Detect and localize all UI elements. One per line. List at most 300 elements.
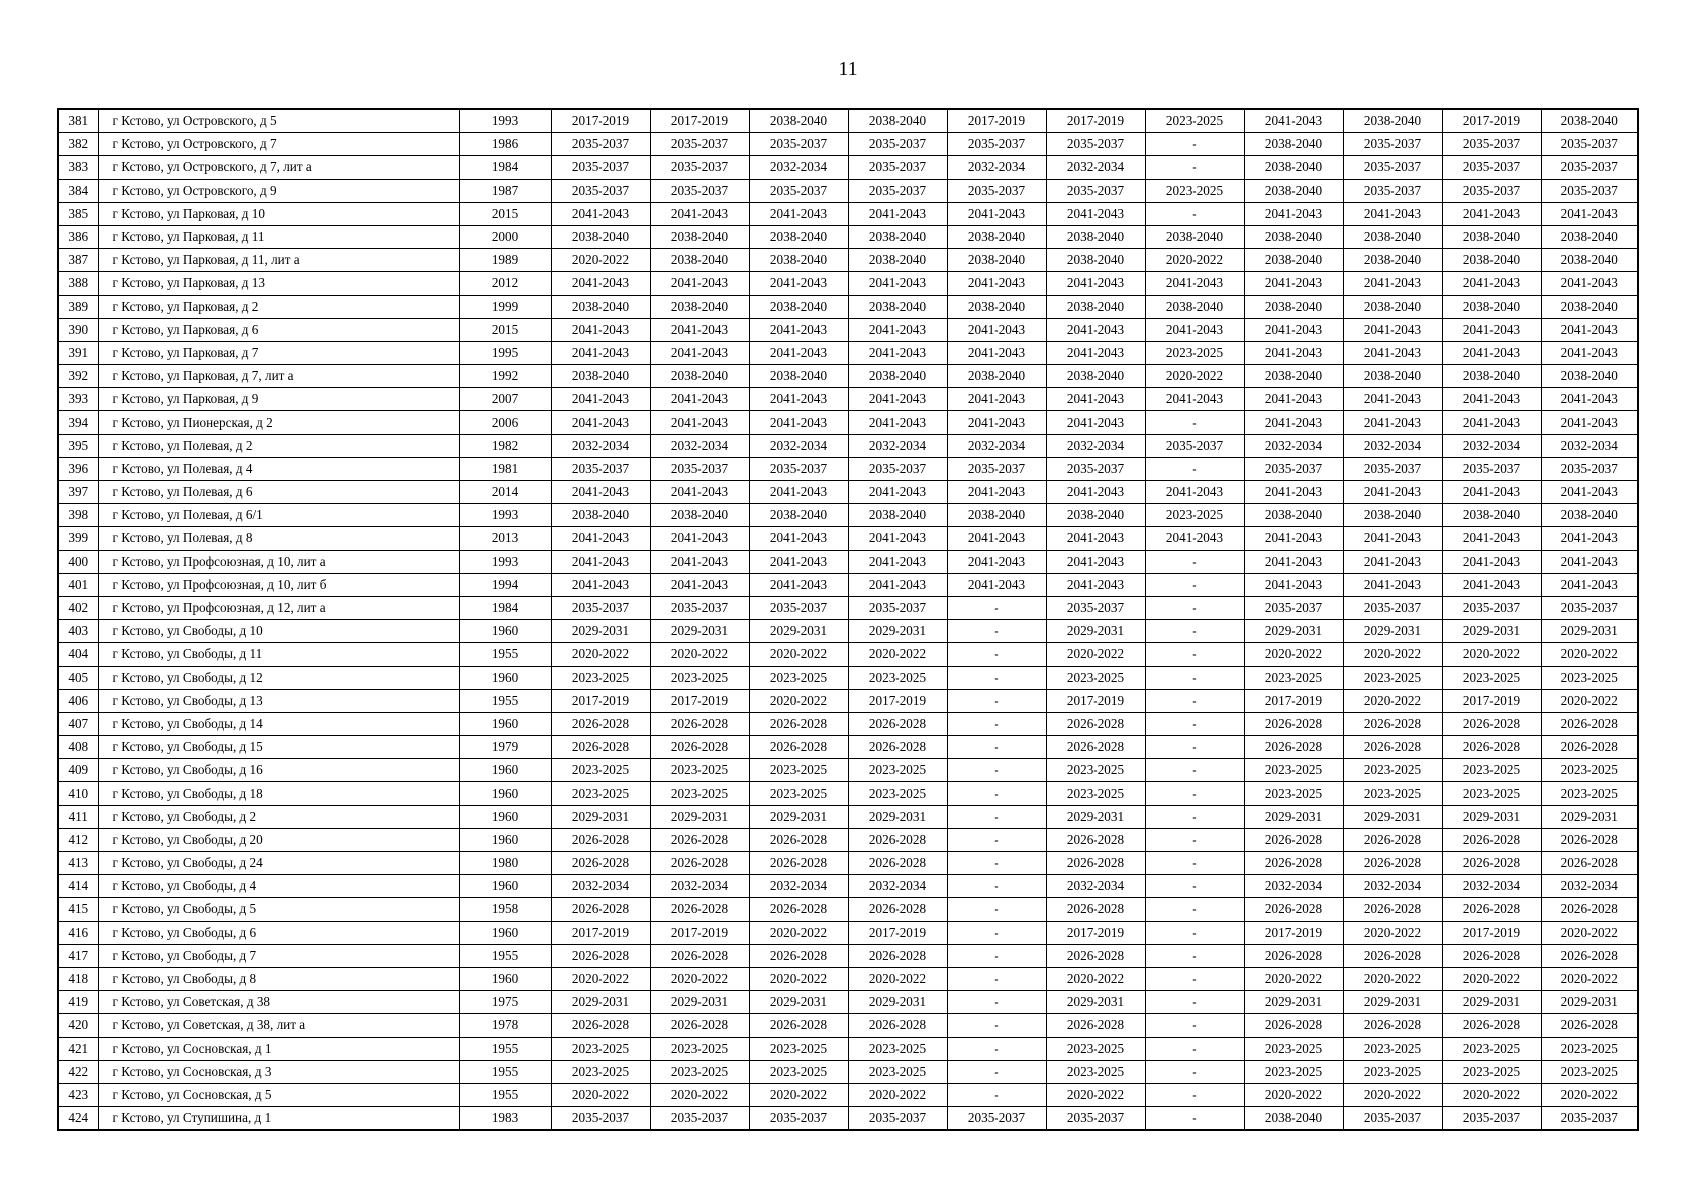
period-cell: 2029-2031 (749, 991, 848, 1014)
period-cell: 2038-2040 (650, 295, 749, 318)
year-built-cell: 1979 (459, 736, 551, 759)
period-cell: 2041-2043 (551, 411, 650, 434)
period-cell: 2020-2022 (1343, 967, 1442, 990)
period-cell: 2026-2028 (1244, 852, 1343, 875)
period-cell: 2041-2043 (1046, 202, 1145, 225)
period-cell: 2041-2043 (947, 272, 1046, 295)
period-cell: 2026-2028 (1442, 898, 1541, 921)
period-cell: 2035-2037 (551, 179, 650, 202)
address-cell: г Кстово, ул Профсоюзная, д 10, лит б (98, 573, 459, 596)
period-cell: 2038-2040 (1244, 156, 1343, 179)
address-cell: г Кстово, ул Свободы, д 16 (98, 759, 459, 782)
period-cell: 2038-2040 (1343, 249, 1442, 272)
period-cell: 2026-2028 (1541, 736, 1638, 759)
period-cell: 2041-2043 (848, 573, 947, 596)
period-cell: 2041-2043 (1244, 272, 1343, 295)
row-number-cell: 419 (58, 991, 98, 1014)
period-cell: 2041-2043 (848, 527, 947, 550)
period-cell: 2041-2043 (1145, 272, 1244, 295)
period-cell: 2041-2043 (749, 272, 848, 295)
period-cell: 2026-2028 (1442, 1014, 1541, 1037)
period-cell: - (1145, 921, 1244, 944)
period-cell: 2035-2037 (1343, 457, 1442, 480)
period-cell: 2035-2037 (551, 156, 650, 179)
period-cell: 2038-2040 (848, 109, 947, 133)
period-cell: 2035-2037 (1343, 596, 1442, 619)
period-cell: - (947, 991, 1046, 1014)
period-cell: 2041-2043 (1442, 388, 1541, 411)
period-cell: 2038-2040 (1244, 179, 1343, 202)
row-number-cell: 387 (58, 249, 98, 272)
period-cell: 2023-2025 (749, 1037, 848, 1060)
period-cell: 2038-2040 (551, 225, 650, 248)
period-cell: 2038-2040 (1541, 109, 1638, 133)
period-cell: 2026-2028 (1343, 712, 1442, 735)
period-cell: 2038-2040 (1442, 295, 1541, 318)
period-cell: 2026-2028 (1343, 944, 1442, 967)
period-cell: 2032-2034 (848, 434, 947, 457)
row-number-cell: 421 (58, 1037, 98, 1060)
period-cell: - (1145, 1107, 1244, 1131)
period-cell: 2038-2040 (1046, 504, 1145, 527)
period-cell: 2038-2040 (749, 109, 848, 133)
period-cell: 2026-2028 (1541, 898, 1638, 921)
row-number-cell: 383 (58, 156, 98, 179)
period-cell: 2026-2028 (1442, 852, 1541, 875)
period-cell: 2038-2040 (947, 504, 1046, 527)
period-cell: 2020-2022 (1046, 967, 1145, 990)
period-cell: 2017-2019 (947, 109, 1046, 133)
period-cell: 2035-2037 (1442, 179, 1541, 202)
period-cell: 2017-2019 (650, 109, 749, 133)
period-cell: 2041-2043 (1343, 550, 1442, 573)
period-cell: 2023-2025 (1541, 1060, 1638, 1083)
period-cell: 2020-2022 (1442, 967, 1541, 990)
year-built-cell: 1960 (459, 921, 551, 944)
address-cell: г Кстово, ул Свободы, д 13 (98, 689, 459, 712)
period-cell: 2026-2028 (1244, 828, 1343, 851)
year-built-cell: 1960 (459, 967, 551, 990)
row-number-cell: 394 (58, 411, 98, 434)
period-cell: 2041-2043 (551, 481, 650, 504)
table-row (58, 411, 1638, 434)
address-cell: г Кстово, ул Парковая, д 9 (98, 388, 459, 411)
period-cell: 2041-2043 (1046, 388, 1145, 411)
period-cell: 2038-2040 (1244, 225, 1343, 248)
period-cell: 2032-2034 (1343, 875, 1442, 898)
period-cell: 2035-2037 (749, 179, 848, 202)
table-row (58, 133, 1638, 156)
period-cell: 2041-2043 (1244, 481, 1343, 504)
period-cell: 2035-2037 (1145, 434, 1244, 457)
period-cell: 2041-2043 (1442, 527, 1541, 550)
period-cell: 2023-2025 (650, 1060, 749, 1083)
period-cell: 2023-2025 (1244, 666, 1343, 689)
period-cell: 2023-2025 (650, 1037, 749, 1060)
row-number-cell: 406 (58, 689, 98, 712)
period-cell: 2029-2031 (848, 991, 947, 1014)
address-cell: г Кстово, ул Свободы, д 20 (98, 828, 459, 851)
period-cell: 2038-2040 (650, 365, 749, 388)
period-cell: 2023-2025 (1442, 1060, 1541, 1083)
period-cell: 2023-2025 (1541, 759, 1638, 782)
period-cell: 2029-2031 (1343, 991, 1442, 1014)
row-number-cell: 409 (58, 759, 98, 782)
year-built-cell: 1983 (459, 1107, 551, 1131)
period-cell: 2020-2022 (551, 1083, 650, 1106)
year-built-cell: 1993 (459, 109, 551, 133)
period-cell: 2041-2043 (1442, 411, 1541, 434)
period-cell: 2023-2025 (1343, 782, 1442, 805)
period-cell: 2035-2037 (551, 1107, 650, 1131)
period-cell: 2035-2037 (1541, 457, 1638, 480)
period-cell: 2038-2040 (848, 365, 947, 388)
period-cell: 2017-2019 (1442, 921, 1541, 944)
period-cell: 2029-2031 (1442, 991, 1541, 1014)
period-cell: 2026-2028 (1541, 1014, 1638, 1037)
year-built-cell: 1980 (459, 852, 551, 875)
period-cell: 2020-2022 (1244, 643, 1343, 666)
table-row (58, 712, 1638, 735)
period-cell: 2041-2043 (650, 573, 749, 596)
period-cell: 2026-2028 (1343, 828, 1442, 851)
row-number-cell: 412 (58, 828, 98, 851)
period-cell: 2041-2043 (1541, 202, 1638, 225)
period-cell: 2038-2040 (650, 249, 749, 272)
year-built-cell: 1960 (459, 828, 551, 851)
period-cell: 2023-2025 (848, 1060, 947, 1083)
period-cell: 2035-2037 (1541, 1107, 1638, 1131)
period-cell: 2023-2025 (1343, 1037, 1442, 1060)
period-cell: 2038-2040 (551, 295, 650, 318)
year-built-cell: 2015 (459, 202, 551, 225)
table-row (58, 179, 1638, 202)
period-cell: 2035-2037 (749, 457, 848, 480)
address-cell: г Кстово, ул Полевая, д 6/1 (98, 504, 459, 527)
period-cell: - (1145, 712, 1244, 735)
period-cell: 2041-2043 (1145, 388, 1244, 411)
row-number-cell: 392 (58, 365, 98, 388)
period-cell: 2032-2034 (749, 156, 848, 179)
period-cell: 2017-2019 (551, 109, 650, 133)
period-cell: 2041-2043 (650, 272, 749, 295)
year-built-cell: 2007 (459, 388, 551, 411)
period-cell: 2041-2043 (1244, 109, 1343, 133)
year-built-cell: 1960 (459, 875, 551, 898)
year-built-cell: 1992 (459, 365, 551, 388)
year-built-cell: 2006 (459, 411, 551, 434)
period-cell: 2023-2025 (1145, 341, 1244, 364)
table-row (58, 689, 1638, 712)
period-cell: 2035-2037 (749, 133, 848, 156)
period-cell: 2029-2031 (650, 620, 749, 643)
period-cell: 2023-2025 (749, 666, 848, 689)
year-built-cell: 2012 (459, 272, 551, 295)
period-cell: 2026-2028 (1343, 898, 1442, 921)
period-cell: 2029-2031 (1046, 805, 1145, 828)
period-cell: 2026-2028 (650, 828, 749, 851)
year-built-cell: 1984 (459, 596, 551, 619)
period-cell: 2023-2025 (1145, 109, 1244, 133)
table-row (58, 272, 1638, 295)
period-cell: 2041-2043 (650, 550, 749, 573)
period-cell: 2041-2043 (1046, 527, 1145, 550)
period-cell: 2020-2022 (1343, 689, 1442, 712)
period-cell: 2035-2037 (749, 596, 848, 619)
year-built-cell: 1994 (459, 573, 551, 596)
period-cell: - (1145, 156, 1244, 179)
row-number-cell: 393 (58, 388, 98, 411)
row-number-cell: 385 (58, 202, 98, 225)
period-cell: 2026-2028 (749, 1014, 848, 1037)
address-cell: г Кстово, ул Полевая, д 6 (98, 481, 459, 504)
period-cell: - (1145, 457, 1244, 480)
period-cell: 2041-2043 (1343, 388, 1442, 411)
period-cell: 2026-2028 (1541, 944, 1638, 967)
period-cell: 2041-2043 (1244, 573, 1343, 596)
period-cell: 2041-2043 (1442, 481, 1541, 504)
period-cell: 2041-2043 (1541, 527, 1638, 550)
period-cell: 2026-2028 (1442, 736, 1541, 759)
period-cell: 2023-2025 (848, 782, 947, 805)
period-cell: 2020-2022 (1541, 921, 1638, 944)
address-cell: г Кстово, ул Островского, д 7, лит а (98, 156, 459, 179)
period-cell: 2026-2028 (551, 712, 650, 735)
period-cell: 2023-2025 (551, 1060, 650, 1083)
period-cell: 2035-2037 (551, 596, 650, 619)
period-cell: 2035-2037 (749, 1107, 848, 1131)
period-cell: 2023-2025 (848, 1037, 947, 1060)
row-number-cell: 386 (58, 225, 98, 248)
period-cell: 2026-2028 (551, 944, 650, 967)
period-cell: 2038-2040 (650, 225, 749, 248)
table-row (58, 249, 1638, 272)
period-cell: 2029-2031 (848, 620, 947, 643)
period-cell: 2029-2031 (1541, 991, 1638, 1014)
year-built-cell: 1958 (459, 898, 551, 921)
table-row (58, 991, 1638, 1014)
row-number-cell: 410 (58, 782, 98, 805)
period-cell: 2041-2043 (848, 481, 947, 504)
table-row (58, 481, 1638, 504)
table-row (58, 759, 1638, 782)
address-cell: г Кстово, ул Свободы, д 10 (98, 620, 459, 643)
period-cell: 2035-2037 (650, 1107, 749, 1131)
period-cell: 2035-2037 (1442, 1107, 1541, 1131)
period-cell: - (1145, 689, 1244, 712)
row-number-cell: 405 (58, 666, 98, 689)
period-cell: 2041-2043 (1145, 527, 1244, 550)
address-cell: г Кстово, ул Свободы, д 5 (98, 898, 459, 921)
period-cell: 2041-2043 (650, 481, 749, 504)
year-built-cell: 1984 (459, 156, 551, 179)
period-cell: 2023-2025 (1442, 1037, 1541, 1060)
period-cell: 2041-2043 (1541, 411, 1638, 434)
period-cell: 2041-2043 (848, 550, 947, 573)
period-cell: 2032-2034 (551, 875, 650, 898)
period-cell: 2041-2043 (1343, 202, 1442, 225)
period-cell: - (1145, 133, 1244, 156)
period-cell: 2038-2040 (1343, 504, 1442, 527)
period-cell: 2041-2043 (1046, 481, 1145, 504)
row-number-cell: 416 (58, 921, 98, 944)
period-cell: 2026-2028 (1343, 1014, 1442, 1037)
period-cell: 2035-2037 (1046, 457, 1145, 480)
period-cell: - (1145, 1060, 1244, 1083)
period-cell: 2041-2043 (650, 341, 749, 364)
address-cell: г Кстово, ул Профсоюзная, д 10, лит а (98, 550, 459, 573)
table-row (58, 1083, 1638, 1106)
period-cell: 2035-2037 (1343, 156, 1442, 179)
period-cell: 2035-2037 (947, 457, 1046, 480)
period-cell: 2017-2019 (650, 921, 749, 944)
period-cell: - (947, 712, 1046, 735)
period-cell: 2023-2025 (848, 666, 947, 689)
period-cell: 2020-2022 (749, 643, 848, 666)
row-number-cell: 396 (58, 457, 98, 480)
period-cell: 2020-2022 (749, 1083, 848, 1106)
row-number-cell: 417 (58, 944, 98, 967)
period-cell: 2026-2028 (848, 944, 947, 967)
period-cell: 2032-2034 (947, 434, 1046, 457)
period-cell: 2026-2028 (1244, 736, 1343, 759)
table-row (58, 620, 1638, 643)
period-cell: 2038-2040 (1244, 295, 1343, 318)
period-cell: - (947, 1037, 1046, 1060)
period-cell: 2026-2028 (848, 828, 947, 851)
row-number-cell: 399 (58, 527, 98, 550)
period-cell: 2026-2028 (1244, 944, 1343, 967)
period-cell: 2041-2043 (1145, 318, 1244, 341)
period-cell: 2038-2040 (1541, 249, 1638, 272)
table-row (58, 457, 1638, 480)
table-row (58, 202, 1638, 225)
period-cell: 2026-2028 (1046, 1014, 1145, 1037)
table-row (58, 1037, 1638, 1060)
period-cell: 2026-2028 (1046, 736, 1145, 759)
period-cell: 2038-2040 (1343, 295, 1442, 318)
period-cell: - (1145, 944, 1244, 967)
period-cell: 2020-2022 (1145, 365, 1244, 388)
period-cell: - (1145, 620, 1244, 643)
period-cell: 2020-2022 (1541, 967, 1638, 990)
period-cell: 2020-2022 (1046, 643, 1145, 666)
period-cell: 2041-2043 (1541, 272, 1638, 295)
period-cell: 2023-2025 (1541, 666, 1638, 689)
period-cell: 2032-2034 (1046, 156, 1145, 179)
period-cell: 2035-2037 (1541, 179, 1638, 202)
period-cell: 2017-2019 (1442, 109, 1541, 133)
period-cell: 2041-2043 (1343, 341, 1442, 364)
period-cell: - (947, 1083, 1046, 1106)
period-cell: 2035-2037 (1046, 1107, 1145, 1131)
address-cell: г Кстово, ул Островского, д 9 (98, 179, 459, 202)
period-cell: 2023-2025 (1046, 782, 1145, 805)
period-cell: 2035-2037 (1343, 133, 1442, 156)
period-cell: 2041-2043 (749, 318, 848, 341)
table-row (58, 875, 1638, 898)
period-cell: 2035-2037 (848, 457, 947, 480)
period-cell: 2041-2043 (749, 202, 848, 225)
year-built-cell: 1955 (459, 1060, 551, 1083)
year-built-cell: 1975 (459, 991, 551, 1014)
period-cell: 2032-2034 (1442, 434, 1541, 457)
period-cell: 2041-2043 (749, 573, 848, 596)
table-row (58, 1060, 1638, 1083)
period-cell: 2041-2043 (1244, 202, 1343, 225)
period-cell: 2035-2037 (1343, 179, 1442, 202)
year-built-cell: 1978 (459, 1014, 551, 1037)
period-cell: 2029-2031 (1244, 991, 1343, 1014)
period-cell: 2026-2028 (551, 1014, 650, 1037)
period-cell: 2041-2043 (848, 411, 947, 434)
address-cell: г Кстово, ул Полевая, д 8 (98, 527, 459, 550)
period-cell: 2026-2028 (848, 852, 947, 875)
period-cell: 2041-2043 (1343, 272, 1442, 295)
table-body (58, 109, 1638, 1130)
year-built-cell: 2000 (459, 225, 551, 248)
period-cell: 2035-2037 (1541, 156, 1638, 179)
period-cell: 2041-2043 (947, 202, 1046, 225)
period-cell: 2038-2040 (1046, 365, 1145, 388)
row-number-cell: 403 (58, 620, 98, 643)
period-cell: 2026-2028 (650, 712, 749, 735)
year-built-cell: 1982 (459, 434, 551, 457)
year-built-cell: 1955 (459, 643, 551, 666)
period-cell: 2041-2043 (1244, 411, 1343, 434)
period-cell: 2038-2040 (551, 365, 650, 388)
period-cell: 2041-2043 (1442, 202, 1541, 225)
period-cell: 2035-2037 (1046, 133, 1145, 156)
period-cell: 2032-2034 (1541, 875, 1638, 898)
period-cell: 2029-2031 (650, 991, 749, 1014)
period-cell: 2035-2037 (1442, 457, 1541, 480)
table-row (58, 156, 1638, 179)
repair-schedule-table (57, 108, 1639, 1131)
period-cell: 2035-2037 (1244, 457, 1343, 480)
table-row (58, 527, 1638, 550)
period-cell: 2026-2028 (1541, 852, 1638, 875)
period-cell: 2020-2022 (1145, 249, 1244, 272)
period-cell: 2038-2040 (848, 249, 947, 272)
period-cell: 2041-2043 (947, 411, 1046, 434)
period-cell: 2017-2019 (1046, 921, 1145, 944)
year-built-cell: 1960 (459, 782, 551, 805)
address-cell: г Кстово, ул Парковая, д 7, лит а (98, 365, 459, 388)
period-cell: 2032-2034 (650, 875, 749, 898)
period-cell: 2020-2022 (749, 689, 848, 712)
period-cell: 2026-2028 (1046, 944, 1145, 967)
period-cell: 2041-2043 (1442, 272, 1541, 295)
period-cell: 2038-2040 (1343, 109, 1442, 133)
period-cell: 2041-2043 (1046, 341, 1145, 364)
address-cell: г Кстово, ул Парковая, д 11, лит а (98, 249, 459, 272)
period-cell: - (1145, 991, 1244, 1014)
period-cell: 2041-2043 (551, 527, 650, 550)
period-cell: 2035-2037 (650, 596, 749, 619)
row-number-cell: 413 (58, 852, 98, 875)
period-cell: 2023-2025 (1145, 504, 1244, 527)
period-cell: 2038-2040 (1046, 225, 1145, 248)
period-cell: 2041-2043 (1541, 341, 1638, 364)
period-cell: 2020-2022 (1541, 1083, 1638, 1106)
row-number-cell: 401 (58, 573, 98, 596)
row-number-cell: 408 (58, 736, 98, 759)
period-cell: 2035-2037 (1046, 596, 1145, 619)
period-cell: 2017-2019 (1442, 689, 1541, 712)
period-cell: - (947, 759, 1046, 782)
period-cell: 2032-2034 (848, 875, 947, 898)
